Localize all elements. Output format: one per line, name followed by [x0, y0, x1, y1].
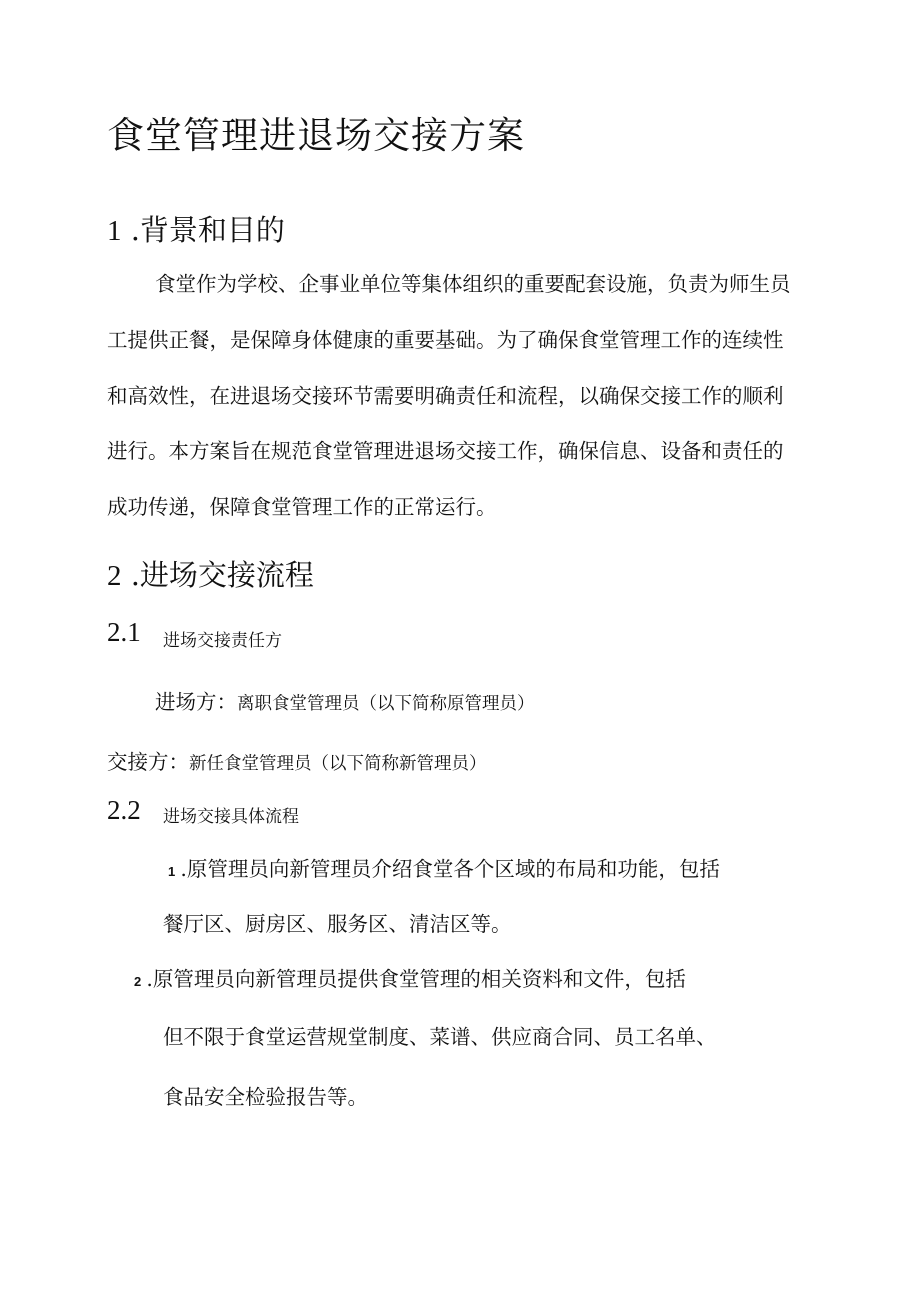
section-2-heading — [107, 553, 314, 594]
list-item-1-number: 1 — [168, 864, 176, 879]
section-1-line-3: 和高效性，在进退场交接环节需要明确责任和流程，以确保交接工作的顺利 — [107, 384, 784, 408]
section-1-line-4: 进行。本方案旨在规范食堂管理进退场交接工作，确保信息、设备和责任的 — [107, 439, 784, 463]
subsection-2-2-title: 进场交接具体流程 — [163, 807, 299, 826]
list-item-2-line-1 — [134, 962, 686, 992]
handover-party-line — [107, 745, 487, 775]
section-1-line-5: 成功传递，保障食堂管理工作的正常运行。 — [107, 495, 497, 519]
subsection-2-1-title: 进场交接责任方 — [163, 631, 282, 650]
entry-party-label: 进场方： — [155, 690, 237, 714]
list-item-1-line-2: 餐厅区、厨房区、服务区、清洁区等。 — [163, 912, 512, 936]
subsection-2-2-number: 2.2 — [107, 795, 141, 825]
list-item-2-number: 2 — [134, 974, 142, 989]
section-1-title: .背景和目的 — [130, 213, 285, 247]
entry-party-value: 离职食堂管理员（以下简称原管理员） — [237, 693, 535, 713]
entry-party-line — [155, 685, 535, 715]
section-1-line-2: 工提供正餐，是保障身体健康的重要基础。为了确保食堂管理工作的连续性 — [107, 328, 784, 352]
list-item-2-text: .原管理员向新管理员提供食堂管理的相关资料和文件，包括 — [146, 967, 686, 991]
document-title: 食堂管理进退场交接方案 — [107, 114, 525, 157]
list-item-1-text: .原管理员向新管理员介绍食堂各个区域的布局和功能，包括 — [180, 857, 720, 881]
list-item-2-line-2: 但不限于食堂运营规堂制度、菜谱、供应商合同、员工名单、 — [163, 1025, 717, 1049]
section-1-heading — [107, 208, 285, 249]
section-1-line-1: 食堂作为学校、企事业单位等集体组织的重要配套设施，负责为师生员 — [155, 272, 791, 296]
handover-party-value: 新任食堂管理员（以下简称新管理员） — [189, 753, 487, 773]
subsection-2-1-number: 2.1 — [107, 617, 141, 647]
section-2-number: 2 — [107, 560, 122, 592]
section-1-number: 1 — [107, 215, 122, 247]
list-item-2-line-3: 食品安全检验报告等。 — [163, 1085, 368, 1109]
section-2-title: .进场交接流程 — [130, 558, 314, 592]
list-item-1-line-1 — [168, 852, 720, 882]
handover-party-label: 交接方： — [107, 750, 189, 774]
